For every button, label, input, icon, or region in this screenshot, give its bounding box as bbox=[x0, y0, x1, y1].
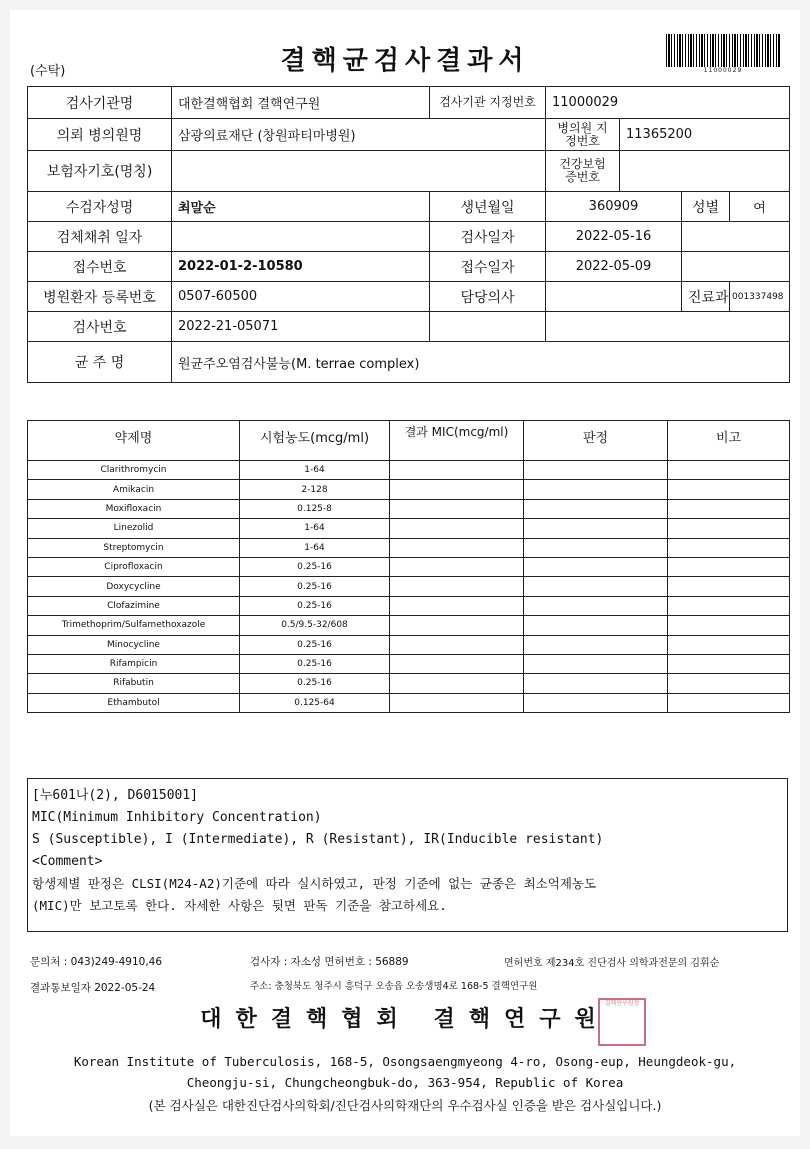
test-date-label: 검사일자 bbox=[430, 222, 546, 252]
drug-interp bbox=[524, 674, 668, 693]
drug-remark bbox=[668, 519, 790, 538]
drug-name: Clofazimine bbox=[28, 596, 240, 615]
report-page bbox=[10, 10, 800, 1136]
english-address-2: Cheongju-si, Chungcheongbuk-do, 363-954, Republic of Korea bbox=[186, 1075, 624, 1090]
hosp-reg-value: 0507-60500 bbox=[172, 282, 430, 312]
table-row bbox=[28, 538, 790, 557]
footer-examiner: 검사자 : 자소성 면허번호 : 56889 bbox=[250, 956, 409, 968]
drug-interp bbox=[524, 519, 668, 538]
organism-label: 균 주 명 bbox=[28, 342, 172, 383]
official-seal bbox=[598, 998, 646, 1046]
drug-name: Ethambutol bbox=[28, 693, 240, 712]
notes-box bbox=[27, 778, 788, 932]
table-row bbox=[28, 693, 790, 712]
susceptibility-table bbox=[27, 420, 790, 713]
drug-remark bbox=[668, 557, 790, 576]
drug-mic bbox=[390, 519, 524, 538]
drug-conc: 1-64 bbox=[240, 461, 390, 480]
drug-name: Clarithromycin bbox=[28, 461, 240, 480]
table-row bbox=[28, 635, 790, 654]
drug-remark bbox=[668, 480, 790, 499]
drug-remark bbox=[668, 616, 790, 635]
receipt-date-label: 접수일자 bbox=[430, 252, 546, 282]
inst-value: 대한결핵협회 결핵연구원 bbox=[172, 87, 430, 119]
drug-remark bbox=[668, 635, 790, 654]
drug-interp bbox=[524, 557, 668, 576]
exam-no-label: 검사번호 bbox=[28, 312, 172, 342]
header-drug: 약제명 bbox=[28, 421, 240, 461]
drug-interp bbox=[524, 577, 668, 596]
drug-conc: 1-64 bbox=[240, 538, 390, 557]
drug-mic bbox=[390, 480, 524, 499]
drug-conc: 0.25-16 bbox=[240, 596, 390, 615]
header-remarks: 비고 bbox=[668, 421, 790, 461]
notes-code: [누601나(2), D6015001] bbox=[32, 788, 198, 803]
table-row bbox=[28, 461, 790, 480]
drug-mic bbox=[390, 538, 524, 557]
table-row bbox=[28, 654, 790, 673]
footer-address: 주소: 충청북도 청주시 흥덕구 오송읍 오송생명4로 168-5 결핵연구원 bbox=[250, 981, 538, 992]
drug-name: Linezolid bbox=[28, 519, 240, 538]
drug-interp bbox=[524, 480, 668, 499]
drug-interp bbox=[524, 596, 668, 615]
drug-name: Doxycycline bbox=[28, 577, 240, 596]
drug-remark bbox=[668, 596, 790, 615]
table-row bbox=[28, 596, 790, 615]
drug-interp bbox=[524, 499, 668, 518]
drug-name: Rifampicin bbox=[28, 654, 240, 673]
collect-label: 검체채취 일자 bbox=[28, 222, 172, 252]
drug-mic bbox=[390, 596, 524, 615]
seal-text: 결핵연구원장 bbox=[604, 1000, 640, 1007]
receipt-no-label: 접수번호 bbox=[28, 252, 172, 282]
sex-value: 여 bbox=[730, 192, 790, 222]
test-date-value: 2022-05-16 bbox=[546, 222, 682, 252]
certification-note: (본 검사실은 대한진단검사의학회/진단검사의학재단의 우수검사실 인증을 받은 검사실입니다.) bbox=[148, 1098, 662, 1113]
drug-mic bbox=[390, 577, 524, 596]
drug-name: Rifabutin bbox=[28, 674, 240, 693]
barcode-number: 11000029 bbox=[703, 67, 743, 74]
drug-remark bbox=[668, 693, 790, 712]
drug-mic bbox=[390, 674, 524, 693]
table-row bbox=[28, 499, 790, 518]
drug-conc: 0.125-64 bbox=[240, 693, 390, 712]
patient-info-table bbox=[27, 86, 790, 383]
hosp-reg-label: 병원환자 등록번호 bbox=[28, 282, 172, 312]
birth-value: 360909 bbox=[546, 192, 682, 222]
receipt-date-value: 2022-05-09 bbox=[546, 252, 682, 282]
table-row bbox=[28, 674, 790, 693]
drug-remark bbox=[668, 674, 790, 693]
header-mic: 결과 MIC(mcg/ml) bbox=[390, 421, 524, 461]
drug-remark bbox=[668, 577, 790, 596]
birth-label: 생년월일 bbox=[430, 192, 546, 222]
drug-interp bbox=[524, 635, 668, 654]
inst-code-value: 11000029 bbox=[546, 87, 790, 119]
drug-name: Trimethoprim/Sulfamethoxazole bbox=[28, 616, 240, 635]
consignment-mark: (수탁) bbox=[30, 64, 66, 79]
drug-remark bbox=[668, 461, 790, 480]
drug-name: Minocycline bbox=[28, 635, 240, 654]
notes-mic-def: MIC(Minimum Inhibitory Concentration) bbox=[32, 810, 322, 825]
table-row bbox=[28, 557, 790, 576]
referral-code-value: 11365200 bbox=[620, 119, 790, 151]
drug-remark bbox=[668, 499, 790, 518]
drug-conc: 0.25-16 bbox=[240, 654, 390, 673]
drug-mic bbox=[390, 693, 524, 712]
barcode bbox=[666, 34, 780, 72]
table-row bbox=[28, 616, 790, 635]
doctor-label: 담당의사 bbox=[430, 282, 546, 312]
footer-report-date: 결과통보일자 2022-05-24 bbox=[30, 982, 156, 994]
notes-legend: S (Susceptible), I (Intermediate), R (Resistant), IR(Inducible resistant) bbox=[32, 832, 604, 847]
table-row bbox=[28, 480, 790, 499]
barcode-bars bbox=[666, 34, 780, 67]
drug-name: Amikacin bbox=[28, 480, 240, 499]
drug-conc: 0.25-16 bbox=[240, 674, 390, 693]
sex-label: 성별 bbox=[682, 192, 730, 222]
receipt-no-value: 2022-01-2-10580 bbox=[172, 252, 430, 282]
drug-mic bbox=[390, 616, 524, 635]
organization-name: 대한결핵협회 결핵연구원 bbox=[200, 1006, 610, 1032]
drug-interp bbox=[524, 616, 668, 635]
drug-conc: 2-128 bbox=[240, 480, 390, 499]
inst-label: 검사기관명 bbox=[28, 87, 172, 119]
table-row bbox=[28, 519, 790, 538]
table-row bbox=[28, 577, 790, 596]
drug-mic bbox=[390, 654, 524, 673]
patient-value: 최말순 bbox=[172, 192, 430, 222]
report-title: 결핵균검사결과서 bbox=[280, 46, 530, 76]
insurer-value bbox=[172, 151, 546, 192]
drug-remark bbox=[668, 538, 790, 557]
header-interpretation: 판정 bbox=[524, 421, 668, 461]
dept-value: 001337498 bbox=[730, 282, 790, 312]
drug-mic bbox=[390, 461, 524, 480]
insurance-cert-value bbox=[620, 151, 790, 192]
drug-mic bbox=[390, 635, 524, 654]
drug-conc: 0.25-16 bbox=[240, 557, 390, 576]
receipt-date-blank bbox=[682, 252, 790, 282]
drug-conc: 0.125-8 bbox=[240, 499, 390, 518]
drug-name: Streptomycin bbox=[28, 538, 240, 557]
dept-label: 진료과 bbox=[682, 282, 730, 312]
exam-no-blank-2 bbox=[546, 312, 790, 342]
drug-remark bbox=[668, 654, 790, 673]
header-concentration: 시험농도(mcg/ml) bbox=[240, 421, 390, 461]
english-address-1: Korean Institute of Tuberculosis, 168-5, Osongsaengmyeong 4-ro, Osong-eup, Heungdeok-gu, bbox=[73, 1054, 737, 1069]
footer-phone: 문의처 : 043)249-4910,46 bbox=[30, 956, 163, 968]
drug-conc: 1-64 bbox=[240, 519, 390, 538]
inst-code-label: 검사기관 지정번호 bbox=[430, 87, 546, 119]
test-date-blank bbox=[682, 222, 790, 252]
exam-no-value: 2022-21-05071 bbox=[172, 312, 430, 342]
drug-name: Moxifloxacin bbox=[28, 499, 240, 518]
exam-no-blank-1 bbox=[430, 312, 546, 342]
drug-mic bbox=[390, 557, 524, 576]
drug-interp bbox=[524, 461, 668, 480]
insurance-cert-label: 건강보험 증번호 bbox=[546, 151, 620, 192]
drug-interp bbox=[524, 538, 668, 557]
referral-label: 의뢰 병의원명 bbox=[28, 119, 172, 151]
drug-conc: 0.5/9.5-32/608 bbox=[240, 616, 390, 635]
doctor-value bbox=[546, 282, 682, 312]
notes-comment-2: (MIC)만 보고토록 한다. 자세한 사항은 뒷면 판독 기준을 참고하세요. bbox=[32, 898, 447, 913]
notes-comment-1: 항생제별 판정은 CLSI(M24-A2)기준에 따라 실시하였고, 판정 기준에 없는 균종은 최소억제농도 bbox=[32, 876, 597, 891]
notes-comment-heading: <Comment> bbox=[32, 854, 103, 869]
footer-license: 면허번호 제234호 진단검사 의학과전문의 김휘순 bbox=[504, 958, 720, 969]
patient-label: 수검자성명 bbox=[28, 192, 172, 222]
drug-name: Ciprofloxacin bbox=[28, 557, 240, 576]
organism-value: 원균주오염검사불능(M. terrae complex) bbox=[172, 342, 790, 383]
drug-interp bbox=[524, 693, 668, 712]
referral-code-label: 병의원 지정번호 bbox=[546, 119, 620, 151]
referral-value: 삼광의료재단 (창원파티마병원) bbox=[172, 119, 546, 151]
drug-interp bbox=[524, 654, 668, 673]
insurer-label: 보험자기호(명칭) bbox=[28, 151, 172, 192]
drug-mic bbox=[390, 499, 524, 518]
collect-value bbox=[172, 222, 430, 252]
drug-conc: 0.25-16 bbox=[240, 577, 390, 596]
drug-conc: 0.25-16 bbox=[240, 635, 390, 654]
